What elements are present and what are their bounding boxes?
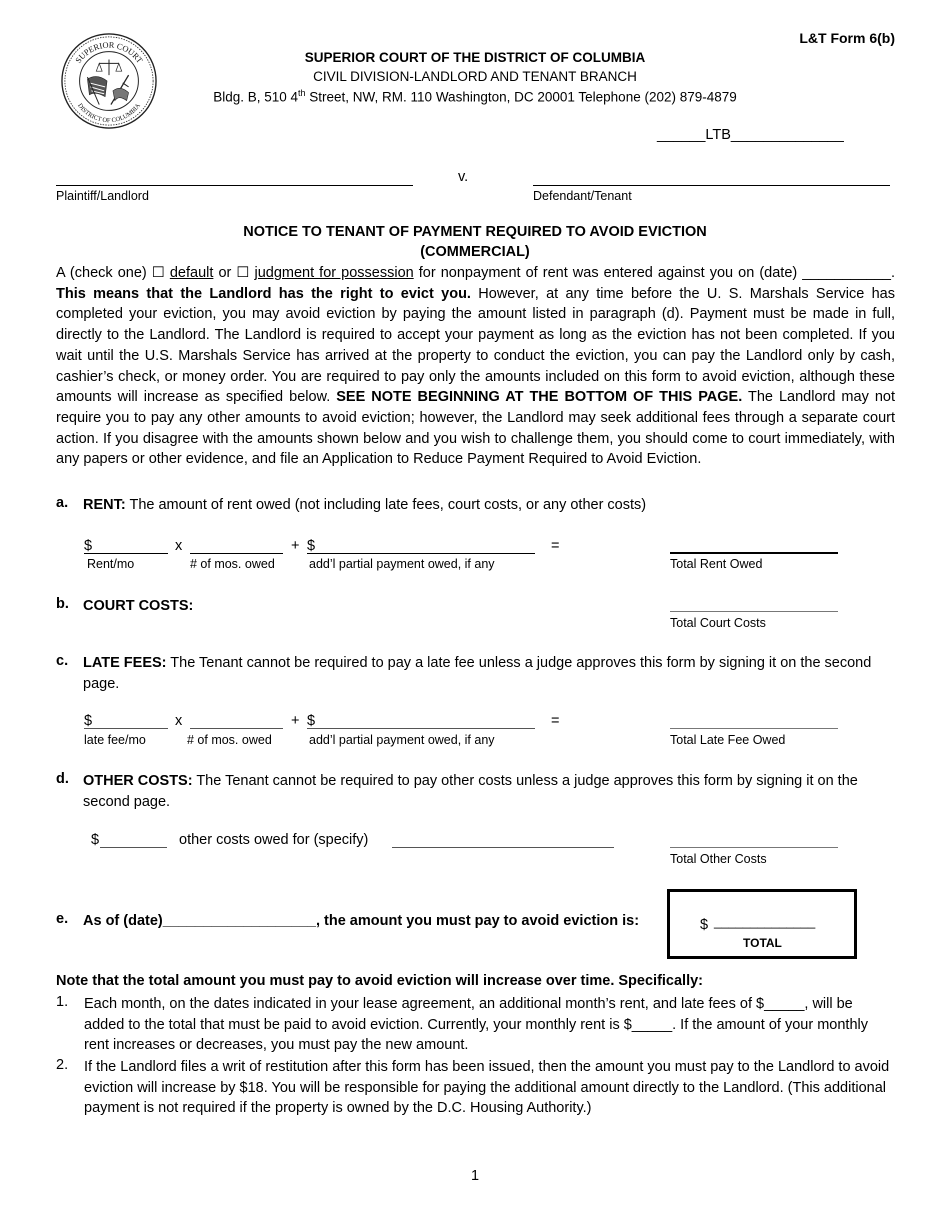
court-name: SUPERIOR COURT OF THE DISTRICT OF COLUMBIA: [304, 50, 646, 65]
rent-dollar-sign: $: [84, 538, 93, 554]
total-amount-field[interactable]: ______________: [714, 914, 816, 929]
rent-partial-field[interactable]: [307, 553, 535, 554]
total-rent-field[interactable]: [670, 552, 838, 554]
late-equals-sign: =: [551, 713, 560, 729]
total-dollar-sign: $: [700, 917, 709, 933]
rent-mo-caption: Rent/mo: [87, 557, 135, 571]
note-item-1-number: 1.: [56, 994, 69, 1010]
other-costs-specify-field[interactable]: [392, 847, 614, 848]
section-c-letter: c.: [56, 653, 69, 669]
versus: v.: [458, 169, 469, 185]
option-default: default: [169, 265, 214, 281]
form-id: L&T Form 6(b): [799, 30, 895, 46]
late-partial-dollar-sign: $: [307, 713, 316, 729]
section-a-letter: a.: [56, 495, 69, 511]
note-item-2-text: If the Landlord files a writ of restitution after this form has been issued, then the amount you must pay to the Landlord to avoid eviction will increase by $18. You will be responsible for paying the additional amount directly to the Landlord. (This additional payment is not required if the property is owned by the D.C. Housing Authority.): [84, 1059, 890, 1117]
seal-text-top: SUPERIOR COURT: [73, 40, 145, 65]
late-months-field[interactable]: [190, 728, 283, 729]
mos-owed-caption: # of mos. owed: [190, 557, 275, 571]
partial-caption: add’l partial payment owed, if any: [309, 557, 495, 571]
plaintiff-label: Plaintiff/Landlord: [56, 189, 149, 203]
court-seal-icon: [60, 32, 158, 130]
seal-text-bottom: DISTRICT OF COLUMBIA: [76, 102, 142, 125]
case-number-field[interactable]: ______LTB______________: [657, 127, 844, 143]
late-mos-owed-caption: # of mos. owed: [187, 733, 272, 747]
section-c-text: LATE FEES: The Tenant cannot be required to pay a late fee unless a judge approves this form by signing it on the second page.: [83, 655, 872, 692]
court-address: Bldg. B, 510 4th Street, NW, RM. 110 Washington, DC 20001 Telephone (202) 879-4879: [213, 88, 737, 105]
plus-sign: +: [291, 538, 300, 554]
section-b-text: COURT COSTS:: [83, 598, 194, 614]
partial-dollar-sign: $: [307, 538, 316, 554]
page-number: 1: [470, 1168, 480, 1184]
late-fee-caption: late fee/mo: [84, 733, 146, 747]
late-partial-caption: add’l partial payment owed, if any: [309, 733, 495, 747]
late-partial-field[interactable]: [307, 728, 535, 729]
court-division: CIVIL DIVISION-LANDLORD AND TENANT BRANCH: [313, 69, 637, 84]
note-item-2-number: 2.: [56, 1057, 69, 1073]
section-e-text: As of (date)___________________, the amount you must pay to avoid eviction is:: [83, 913, 640, 929]
total-label: TOTAL: [743, 936, 782, 950]
total-court-costs-field[interactable]: [670, 611, 838, 612]
section-d-letter: d.: [56, 771, 69, 787]
section-e-letter: e.: [56, 911, 69, 927]
judgment-checkbox[interactable]: ☐: [236, 265, 250, 281]
total-late-fee-field[interactable]: [670, 728, 838, 729]
note-heading: Note that the total amount you must pay to avoid eviction will increase over time. Specifically:: [56, 973, 704, 989]
default-checkbox[interactable]: ☐: [151, 265, 165, 281]
other-costs-dollar-sign: $: [91, 832, 100, 848]
option-judgment: judgment for possession: [254, 265, 414, 281]
intro-paragraph: A (check one) ☐ default or ☐ judgment for possession for nonpayment of rent was entered against you on (date) ___________. This means that the Landlord has the right to evict you. However, at any time before the U. S. Marshals Service has completed your eviction, you may avoid eviction by paying the amount listed in paragraph (d). Payment must be made in full, directly to the Landlord. The Landlord is required to accept your payment as long as the eviction has not been completed. If you wait until the U.S. Marshals Service has arrived at the property to conduct the eviction, you can pay the Landlord only by cash, cashier’s check, or money order. You are required to pay only the amounts included on this form to avoid eviction, although these amounts will increase as specified below. SEE NOTE BEGINNING AT THE BOTTOM OF THIS PAGE. The Landlord may not require you to pay any other amounts to avoid eviction; however, the Landlord may seek additional fees through a separate court action. If you disagree with the amounts shown below and you wish to challenge them, you should come to court immediately, with any papers or other evidence, and file an Application to Reduce Payment Required to Avoid Eviction.: [56, 265, 895, 468]
rent-months-field[interactable]: [190, 553, 283, 554]
total-other-costs-label: Total Other Costs: [670, 852, 767, 866]
section-b-letter: b.: [56, 596, 69, 612]
notice-title: NOTICE TO TENANT OF PAYMENT REQUIRED TO AVOID EVICTION: [243, 224, 707, 240]
section-d-text: OTHER COSTS: The Tenant cannot be required to pay other costs unless a judge approves this form by signing it on the second page.: [83, 773, 858, 810]
notice-subtitle: (COMMERCIAL): [420, 244, 530, 260]
svg-text:DISTRICT OF COLUMBIA: [76, 102, 142, 124]
other-costs-amount-field[interactable]: [100, 847, 167, 848]
plaintiff-line[interactable]: [56, 185, 413, 186]
defendant-line[interactable]: [533, 185, 890, 186]
section-a-text: RENT: The amount of rent owed (not including late fees, court costs, or any other costs): [83, 497, 647, 513]
defendant-label: Defendant/Tenant: [533, 189, 632, 203]
total-other-costs-field[interactable]: [670, 847, 838, 848]
times-sign: x: [175, 538, 183, 554]
late-fee-per-month-field[interactable]: [84, 728, 168, 729]
late-plus-sign: +: [291, 713, 300, 729]
equals-sign: =: [551, 538, 560, 554]
other-costs-specify-label: other costs owed for (specify): [179, 832, 369, 848]
total-rent-label: Total Rent Owed: [670, 557, 763, 571]
note-item-1-text: Each month, on the dates indicated in your lease agreement, an additional month’s rent, and late fees of $_____, will be added to the total that must be paid to avoid eviction. Currently, your monthly rent is $_____. If the amount of your monthly rent increases or decreases, you must pay the new amount.: [84, 996, 868, 1054]
late-times-sign: x: [175, 713, 183, 729]
late-fee-dollar-sign: $: [84, 713, 93, 729]
total-court-costs-label: Total Court Costs: [670, 616, 766, 630]
rent-per-month-field[interactable]: [84, 553, 168, 554]
total-late-fee-label: Total Late Fee Owed: [670, 733, 786, 747]
